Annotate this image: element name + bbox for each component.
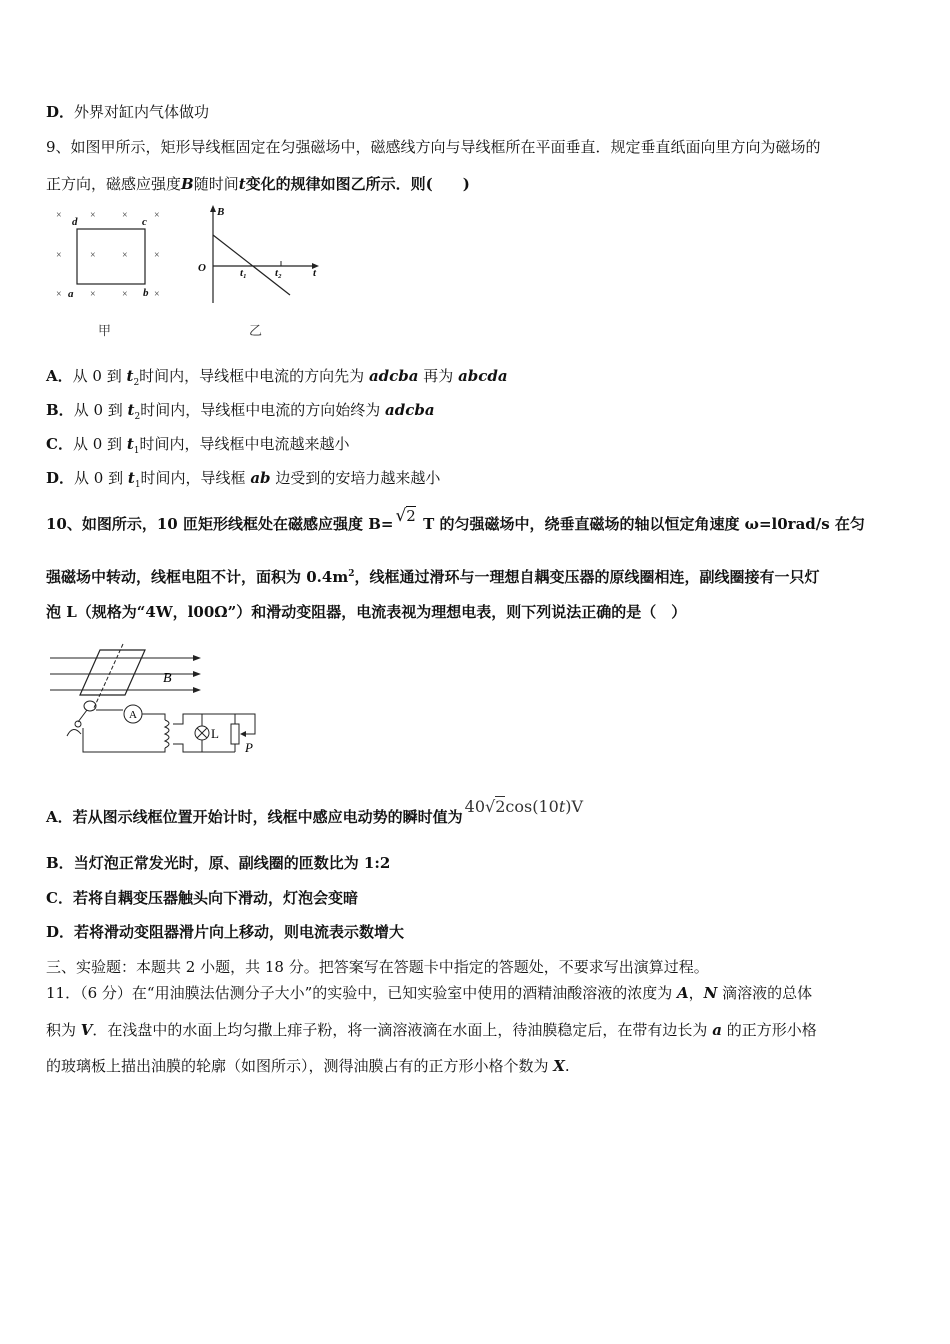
option-text: 再为 — [418, 367, 459, 385]
q8-option-d — [46, 102, 209, 122]
label-P: P — [245, 740, 253, 755]
label-t: t — [313, 267, 317, 279]
option-label: A． — [46, 367, 73, 385]
sqrt-sign-icon: √ — [395, 506, 407, 526]
field-lines — [50, 658, 195, 690]
subscript: 1 — [134, 480, 141, 490]
cross: × — [56, 250, 62, 261]
option-text: 从 0 到 — [72, 435, 127, 453]
var-V: V — [80, 1021, 93, 1039]
option-label: C． — [46, 435, 73, 453]
var-a: a — [712, 1021, 722, 1039]
q11-text-c: 的正方形小格 — [721, 1021, 817, 1039]
q10-option-d — [46, 922, 404, 942]
option-text: 时间内，导线框 — [140, 469, 251, 487]
q10-option-c — [46, 888, 358, 908]
rotation-axis — [93, 644, 123, 710]
q11-text-a: 11．（6 分）在“用油膜法估测分子大小”的实验中，已知实验室中使用的酒精油酸溶液的浓度为 — [46, 984, 678, 1002]
option-text: 若将滑动变阻器滑片向上移动，则电流表示数增大 — [74, 923, 405, 941]
formula — [463, 797, 583, 816]
var-t: t — [238, 175, 246, 193]
cross: × — [56, 210, 62, 221]
q10-text-b: ，线框通过滑环与一理想自耦变压器的原线圈相连，副线圈接有一只灯 — [354, 568, 820, 586]
figure-generator-circuit — [45, 640, 275, 760]
cross: × — [90, 289, 96, 300]
formula-var-t: t — [558, 797, 566, 816]
q9-stem-text: 9、如图甲所示，矩形导线框固定在匀强磁场中，磁感线方向与导线框所在平面垂直．规定垂直纸面向里方向为磁场的 — [46, 138, 821, 156]
subscript: 2 — [133, 378, 140, 388]
var-t: t — [126, 435, 134, 453]
cross: × — [56, 289, 62, 300]
formula-cos: cos — [505, 797, 533, 816]
formula-sqrt-value: 2 — [495, 797, 506, 816]
option-text: 若从图示线框位置开始计时，线框中感应电动势的瞬时值为 — [72, 808, 463, 826]
label-t1: t₁ — [240, 267, 247, 279]
wire-frame — [77, 229, 145, 284]
q9-option-c — [46, 434, 350, 461]
q11-text-a: 积为 — [46, 1021, 81, 1039]
q10-stem-line1 — [46, 506, 865, 534]
q9-option-b — [46, 400, 435, 427]
var-t: t — [127, 469, 135, 487]
subscript: 1 — [133, 446, 140, 456]
cross: × — [122, 289, 128, 300]
formula-coef: 40 — [464, 797, 486, 816]
label-B: B — [163, 671, 172, 686]
option-text: 边受到的安培力越来越小 — [270, 469, 441, 487]
var-B: B — [181, 175, 194, 193]
sqrt-value: 2 — [406, 507, 416, 525]
label-L: L — [211, 726, 219, 741]
var-path: adcba — [368, 367, 419, 385]
option-label: B． — [46, 401, 74, 419]
label-a: a — [68, 288, 74, 300]
q10-option-b — [46, 853, 390, 873]
option-label: D． — [46, 103, 75, 121]
var-path: adcba — [385, 401, 435, 419]
b-axis-arrow — [210, 205, 216, 212]
cross: × — [154, 250, 160, 261]
b-t-graph-line — [213, 235, 290, 295]
formula-arg: (10 — [532, 797, 559, 816]
q10-stem-line2 — [46, 564, 819, 587]
label-B: B — [217, 206, 225, 218]
superscript: 2 — [348, 569, 355, 579]
formula-unit: )V — [565, 797, 584, 816]
subscript: 2 — [134, 412, 141, 422]
q9-stem-line1 — [46, 137, 821, 157]
option-text: 当灯泡正常发光时，原、副线圈的匝数比为 1:2 — [73, 854, 391, 872]
var-path: abcda — [458, 367, 508, 385]
q11-text-a: 的玻璃板上描出油膜的轮廓（如图所示），测得油膜占有的正方形小格个数为 — [46, 1057, 554, 1075]
cross: × — [90, 210, 96, 221]
q11-text-b: . — [564, 1057, 570, 1075]
var-N: N — [703, 984, 718, 1002]
q10-option-a — [46, 797, 584, 827]
q9-option-a — [46, 366, 508, 393]
option-label: D． — [46, 469, 75, 487]
q9-option-d — [46, 468, 440, 495]
q9-stem-line2 — [46, 174, 470, 194]
option-text: 外界对缸内气体做功 — [74, 103, 210, 121]
label-A: A — [129, 709, 137, 721]
figure-yi — [195, 203, 330, 308]
cross: × — [154, 289, 160, 300]
q9-stem-text-c: 变化的规律如图乙所示．则( ) — [245, 175, 470, 193]
q11-line3 — [46, 1056, 570, 1076]
q11-text-c: 滴溶液的总体 — [717, 984, 813, 1002]
slider-arrow-icon — [240, 731, 246, 737]
var-A: A — [677, 984, 689, 1002]
coil-frame — [80, 650, 145, 695]
label-t2: t₂ — [275, 267, 282, 279]
option-text: 若将自耦变压器触头向下滑动，灯泡会变暗 — [72, 889, 358, 907]
option-label: D． — [46, 923, 75, 941]
var-t: t — [126, 367, 134, 385]
slip-ring — [84, 701, 96, 711]
q10-stem-line3 — [46, 602, 686, 622]
q10-text-a: 10、如图所示，10 匝矩形线框处在磁感应强度 B= — [46, 515, 394, 533]
option-label: B． — [46, 854, 74, 872]
var-ab: ab — [250, 469, 271, 487]
q11-line2 — [46, 1020, 817, 1040]
label-b: b — [143, 287, 149, 299]
q9-stem-text-a: 正方向，磁感应强度 — [46, 175, 182, 193]
label-O: O — [198, 262, 206, 274]
caption-jia: 甲 — [98, 324, 112, 339]
option-text: 时间内，导线框中电流越来越小 — [139, 435, 350, 453]
autotransformer-coil — [165, 720, 169, 748]
cross: × — [122, 250, 128, 261]
option-text: 时间内，导线框中电流的方向始终为 — [140, 401, 385, 419]
option-label: C． — [46, 889, 73, 907]
option-text: 从 0 到 — [73, 401, 128, 419]
sqrt-sign-icon: √ — [485, 797, 496, 816]
option-text: 时间内，导线框中电流的方向先为 — [139, 367, 369, 385]
var-X: X — [553, 1057, 565, 1075]
section-heading-text: 三、实验题：本题共 2 小题，共 18 分。把答案写在答题卡中指定的答题处，不要求写出演算过程。 — [46, 958, 709, 976]
q11-text-b: ．在浅盘中的水面上均匀撒上痱子粉，将一滴溶液滴在水面上，待油膜稳定后，在带有边长为 — [92, 1021, 713, 1039]
q11-text-b: ， — [688, 984, 704, 1002]
cross: × — [154, 210, 160, 221]
cross: × — [90, 250, 96, 261]
cross: × — [122, 210, 128, 221]
q10-text: 泡 L（规格为“4W，l00Ω”）和滑动变阻器，电流表视为理想电表，则下列说法正确的是（ ） — [46, 603, 687, 621]
option-text: 从 0 到 — [72, 367, 127, 385]
q11-line1 — [46, 983, 812, 1003]
option-text: 从 0 到 — [74, 469, 128, 487]
label-d: d — [72, 216, 78, 228]
option-label: A． — [46, 808, 73, 826]
q10-text-b: T 的匀强磁场中，绕垂直磁场的轴以恒定角速度 ω=l0rad/s 在匀 — [417, 515, 865, 533]
label-c: c — [142, 216, 147, 228]
sqrt-expression — [393, 506, 417, 526]
caption-yi: 乙 — [249, 324, 263, 339]
section-3-heading — [46, 957, 709, 977]
figure-jia — [50, 205, 175, 305]
var-t: t — [127, 401, 135, 419]
q9-stem-text-b: 随时间 — [193, 175, 239, 193]
rotation-arrow-icon — [67, 729, 81, 736]
q10-text-a: 强磁场中转动，线框电阻不计，面积为 0.4m — [46, 568, 349, 586]
rheostat — [231, 724, 239, 744]
